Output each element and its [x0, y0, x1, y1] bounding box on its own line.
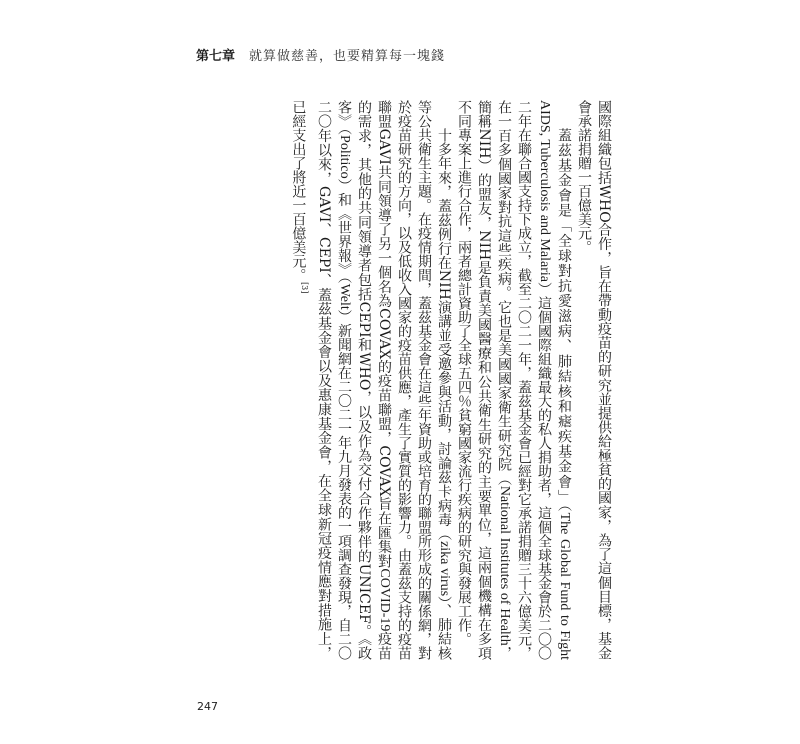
chapter-title: 就算做慈善，也要精算每一塊錢	[249, 48, 446, 64]
paragraph-2	[454, 100, 574, 660]
page-number: 247	[197, 700, 218, 713]
body-text	[184, 100, 614, 680]
english-term: COVID-19	[377, 568, 392, 632]
paragraph-text: ）這個國際組織最大的私人捐助者，這個全球基金會於二〇〇二年在聯合國支持下成立，截至二〇二一年，蓋茲基金會已經對它承諾捐贈三十六億美元，在一百多個國家對抗這些疾病。它也是美國國家衛生研究院（	[496, 100, 552, 660]
paragraph-1	[574, 100, 614, 660]
english-term: Politico	[337, 135, 352, 179]
running-header	[196, 44, 445, 64]
chapter-label: 第七章	[196, 48, 236, 64]
english-term: Welt	[337, 283, 352, 310]
english-term: zika virus	[437, 541, 452, 597]
paragraph-text: ）和《世界報》（	[336, 178, 352, 284]
paragraph-text: ）新聞網在二〇二一年九月發表的一項調查發現，自二〇二〇年以來，GAVI、CEPI、蓋茲基金會以及惠康基金會，在全球新冠疫情應對措施上，已經支出了將近一百億美元。	[290, 100, 352, 661]
paragraph-text: ）、肺結核等公共衛生主題。在疫情期間，蓋茲基金會在這些年資助或培育的聯盟所形成的關係網，對於疫苗研究的方向，以及低收入國家的疫苗供應，產生了實質的影響力。由蓋茲支持的疫苗聯盟GAVI共同領導了另一個名為COVAX的疫苗聯盟，COVAX旨在匯集對	[376, 100, 452, 660]
paragraph-text: 疫苗的需求，其他的共同領導者包括CEPI和WHO，以及作為交付合作夥伴的UNICEF。《政客》（	[336, 100, 392, 660]
paragraph-text: ，簡稱NIH）的盟友，NIH是負責美國醫療和公共衛生研究的主要單位，這兩個機構在多項不同專案上進行合作，兩者總計資助了全球五四％貧窮國家流行疾病的研究與發展工作。	[456, 100, 512, 660]
english-term: National Institutes of Health	[497, 485, 512, 646]
paragraph-text: 國際組織包括WHO合作，旨在帶動疫苗的研究並提供給極貧的國家，為了這個目標，基金會承諾捐贈一百億美元。	[576, 100, 612, 660]
paragraph-text: 十多年來，蓋茲例行在NIH演講並受邀參與活動，討論茲卡病毒（	[436, 128, 452, 542]
paragraph-text: 蓋茲基金會是「全球對抗愛滋病、肺結核和瘧疾基金會」（	[556, 128, 572, 513]
english-term: The Global Fund to Fight AIDS, Tuberculosis and Malaria	[537, 100, 572, 660]
footnote-reference[interactable]: [3]	[300, 282, 309, 294]
paragraph-3	[288, 100, 454, 660]
